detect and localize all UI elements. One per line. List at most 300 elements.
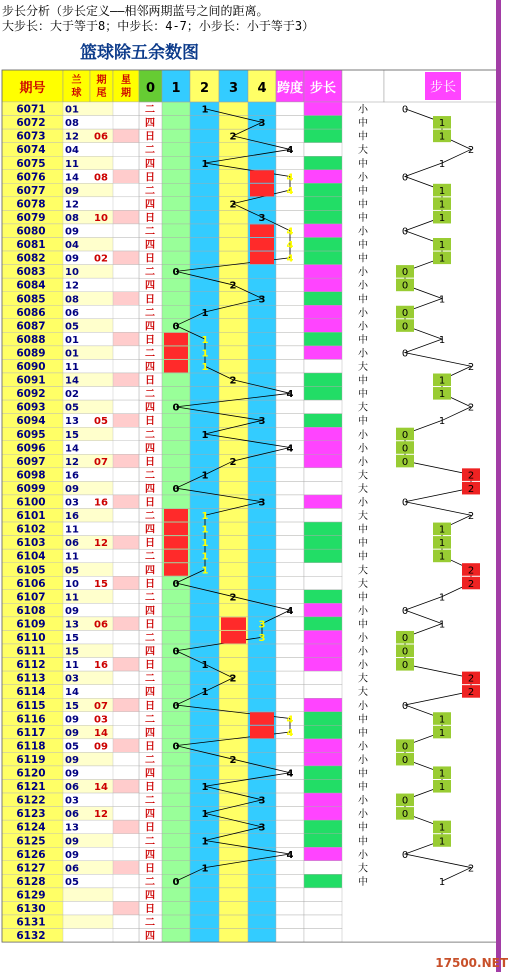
step-length-mark: 1 xyxy=(438,389,446,401)
step-length-mark: 0 xyxy=(401,348,409,360)
red-number: 11 xyxy=(65,158,79,170)
step-cell xyxy=(304,739,342,753)
step-length-mark: 1 xyxy=(438,727,446,739)
step-type: 中 xyxy=(358,551,368,563)
blue-number: 08 xyxy=(94,172,108,184)
weekday-cell xyxy=(113,766,139,780)
red-number: 15 xyxy=(65,700,79,712)
remainder-mark: 4 xyxy=(286,172,294,184)
remainder-highlight xyxy=(250,712,274,725)
header-blue-b: 球 xyxy=(71,88,82,99)
step-cell xyxy=(304,780,342,794)
remainder-mark: 4 xyxy=(286,185,294,197)
step-cell xyxy=(304,332,342,346)
period-label: 6076 xyxy=(16,171,46,184)
step-length-mark: 1 xyxy=(438,836,446,848)
period-label: 6090 xyxy=(16,361,46,373)
step-length-mark: 2 xyxy=(467,362,475,373)
weekday-cell xyxy=(113,156,139,170)
red-number: 05 xyxy=(65,741,79,753)
period-label: 6111 xyxy=(16,645,46,658)
span-cell xyxy=(276,698,304,712)
period-label: 6100 xyxy=(16,496,46,509)
weekday-label: 二 xyxy=(145,145,155,157)
step-type: 小 xyxy=(358,633,368,644)
weekday-label: 日 xyxy=(145,416,155,428)
red-number: 06 xyxy=(65,307,79,319)
period-label: 6094 xyxy=(16,415,46,428)
weekday-label: 四 xyxy=(145,199,155,211)
step-type: 大 xyxy=(358,673,368,685)
weekday-cell xyxy=(113,170,139,184)
period-label: 6095 xyxy=(16,428,46,441)
step-length-mark: 0 xyxy=(401,633,409,644)
period-label: 6081 xyxy=(16,239,46,252)
step-cell xyxy=(304,143,342,157)
step-type: 中 xyxy=(358,822,368,834)
step-type: 大 xyxy=(358,687,368,699)
period-label: 6082 xyxy=(16,252,46,265)
step-length-mark: 1 xyxy=(438,768,446,780)
weekday-label: 四 xyxy=(145,931,155,943)
step-length-mark: 2 xyxy=(467,470,475,482)
period-label: 6087 xyxy=(16,320,46,333)
period-label: 6113 xyxy=(16,672,46,685)
step-cell xyxy=(304,441,342,455)
step-cell xyxy=(304,847,342,861)
watermark: 17500.NET xyxy=(435,956,508,970)
step-type: 中 xyxy=(358,768,368,780)
remainder-mark: 2 xyxy=(229,131,237,143)
step-length-mark: 1 xyxy=(438,185,446,197)
weekday-cell xyxy=(113,346,139,360)
weekday-label: 日 xyxy=(145,863,155,875)
weekday-label: 日 xyxy=(145,660,155,672)
step-cell xyxy=(304,725,342,739)
remainder-highlight xyxy=(164,563,188,576)
weekday-label: 日 xyxy=(145,578,155,590)
step-length-mark: 1 xyxy=(438,551,446,563)
span-cell xyxy=(276,427,304,441)
span-cell xyxy=(276,685,304,699)
step-type: 大 xyxy=(358,470,368,482)
weekday-cell xyxy=(113,102,139,116)
period-label: 6125 xyxy=(16,835,46,848)
red-number: 14 xyxy=(65,443,79,455)
red-number: 10 xyxy=(65,578,79,590)
weekday-cell xyxy=(113,224,139,238)
step-cell xyxy=(304,834,342,848)
step-cell xyxy=(304,509,342,523)
period-label: 6109 xyxy=(16,618,46,631)
blue-number: 06 xyxy=(94,619,108,631)
weekday-cell xyxy=(113,576,139,590)
step-cell xyxy=(304,156,342,170)
step-type: 大 xyxy=(358,402,368,414)
remainder-mark: 1 xyxy=(201,687,209,699)
remainder-mark: 4 xyxy=(286,240,294,252)
weekday-label: 二 xyxy=(145,389,155,401)
weekday-label: 四 xyxy=(145,362,155,373)
step-type: 中 xyxy=(358,538,368,550)
weekday-label: 日 xyxy=(145,497,155,509)
step-cell xyxy=(304,468,342,482)
weekday-label: 四 xyxy=(145,646,155,658)
span-cell xyxy=(276,630,304,644)
span-cell xyxy=(276,454,304,468)
red-number: 09 xyxy=(65,714,79,726)
step-length-mark: 0 xyxy=(401,321,409,333)
weekday-cell xyxy=(113,414,139,428)
step-cell xyxy=(304,373,342,387)
remainder-mark: 1 xyxy=(201,158,209,170)
remainder-mark: 1 xyxy=(201,660,209,672)
weekday-cell xyxy=(113,658,139,672)
step-length-mark: 0 xyxy=(401,809,409,821)
step-length-mark: 1 xyxy=(438,538,446,550)
weekday-cell xyxy=(113,468,139,482)
step-length-mark: 1 xyxy=(438,714,446,726)
weekday-cell xyxy=(113,400,139,414)
span-cell xyxy=(276,861,304,875)
weekday-label: 日 xyxy=(145,822,155,834)
step-type: 中 xyxy=(358,782,368,794)
remainder-mark: 2 xyxy=(229,375,237,387)
step-cell xyxy=(304,644,342,658)
red-number: 06 xyxy=(65,809,79,821)
weekday-label: 日 xyxy=(145,782,155,794)
blue-number: 07 xyxy=(94,700,108,712)
step-length-mark: 1 xyxy=(438,822,446,834)
weekday-cell xyxy=(113,793,139,807)
step-cell xyxy=(304,265,342,279)
step-type: 小 xyxy=(358,280,368,292)
step-length-mark: 2 xyxy=(467,673,475,685)
weekday-cell xyxy=(113,116,139,130)
step-type: 小 xyxy=(358,700,368,712)
step-type: 中 xyxy=(358,375,368,387)
step-length-mark: 1 xyxy=(438,253,446,265)
step-length-mark: 1 xyxy=(438,158,446,170)
weekday-cell xyxy=(113,292,139,306)
remainder-highlight xyxy=(164,360,188,373)
header-r1: 1 xyxy=(171,81,181,96)
step-type: 中 xyxy=(358,619,368,631)
remainder-mark: 0 xyxy=(172,578,180,590)
period-label: 6130 xyxy=(16,903,46,915)
weekday-cell xyxy=(113,251,139,265)
weekday-label: 二 xyxy=(145,795,155,807)
red-number: 12 xyxy=(65,456,79,468)
red-number: 11 xyxy=(65,362,79,373)
remainder-mark: 2 xyxy=(229,280,237,292)
step-cell xyxy=(304,658,342,672)
step-cell xyxy=(304,793,342,807)
weekday-cell xyxy=(113,238,139,252)
remainder-mark: 1 xyxy=(201,470,209,482)
step-cell xyxy=(304,197,342,211)
blue-number: 05 xyxy=(94,416,108,428)
weekday-label: 日 xyxy=(145,253,155,265)
span-cell xyxy=(276,116,304,130)
remainder-highlight xyxy=(221,631,246,644)
remainder-highlight xyxy=(250,726,274,739)
remainder-highlight xyxy=(250,238,274,251)
remainder-mark: 4 xyxy=(286,389,294,401)
blue-number: 12 xyxy=(94,809,108,821)
red-number: 14 xyxy=(65,687,79,699)
remainder-mark: 1 xyxy=(201,362,209,373)
blue-number: 12 xyxy=(94,538,108,550)
remainder-mark: 0 xyxy=(172,321,180,333)
step-cell xyxy=(304,685,342,699)
weekday-cell xyxy=(113,861,139,875)
step-type: 小 xyxy=(358,267,368,279)
step-type: 大 xyxy=(358,863,368,875)
remainder-mark: 3 xyxy=(258,795,266,807)
remainder-mark: 3 xyxy=(258,633,266,644)
red-number: 01 xyxy=(65,104,79,116)
span-cell xyxy=(276,874,304,888)
header-weekday-b: 期 xyxy=(121,88,131,99)
step-length-mark: 2 xyxy=(467,565,475,577)
remainder-mark: 1 xyxy=(201,348,209,360)
blue-number: 15 xyxy=(94,578,108,590)
step-cell xyxy=(304,698,342,712)
remainder-highlight xyxy=(250,184,274,197)
step-cell xyxy=(304,563,342,577)
span-cell xyxy=(276,332,304,346)
red-number: 05 xyxy=(65,402,79,414)
step-type: 小 xyxy=(358,456,368,468)
period-label: 6128 xyxy=(16,875,46,888)
step-length-mark: 2 xyxy=(467,578,475,590)
weekday-label: 四 xyxy=(145,849,155,861)
weekday-label: 二 xyxy=(145,307,155,319)
remainder-mark: 0 xyxy=(172,267,180,279)
remainder-mark: 4 xyxy=(286,443,294,455)
remainder-mark: 4 xyxy=(286,226,294,238)
step-type: 小 xyxy=(358,104,368,116)
step-length-mark: 1 xyxy=(438,118,446,130)
weekday-cell xyxy=(113,712,139,726)
weekday-cell xyxy=(113,834,139,848)
step-type: 中 xyxy=(358,389,368,401)
red-number: 14 xyxy=(65,375,79,387)
span-cell xyxy=(276,820,304,834)
red-number: 09 xyxy=(65,605,79,617)
step-type: 中 xyxy=(358,714,368,726)
step-length-mark: 1 xyxy=(438,416,446,428)
red-number: 03 xyxy=(65,673,79,685)
step-type: 大 xyxy=(358,145,368,157)
step-cell xyxy=(304,861,342,875)
span-cell xyxy=(276,549,304,563)
span-cell xyxy=(276,265,304,279)
step-type: 小 xyxy=(358,754,368,766)
step-cell xyxy=(304,224,342,238)
step-cell xyxy=(304,603,342,617)
step-cell xyxy=(304,238,342,252)
weekday-label: 二 xyxy=(145,592,155,604)
step-cell xyxy=(304,671,342,685)
step-type: 小 xyxy=(358,497,368,509)
header-weekday-a: 星 xyxy=(121,75,131,86)
remainder-mark: 3 xyxy=(258,416,266,428)
span-cell xyxy=(276,102,304,116)
period-label: 6098 xyxy=(16,469,46,482)
step-type: 小 xyxy=(358,307,368,319)
step-length-mark: 0 xyxy=(401,104,409,116)
red-number: 14 xyxy=(65,172,79,184)
period-label: 6083 xyxy=(16,266,46,279)
period-label: 6086 xyxy=(16,306,46,319)
step-length-mark: 2 xyxy=(467,145,475,157)
red-number: 09 xyxy=(65,483,79,495)
period-label: 6124 xyxy=(16,821,46,834)
weekday-cell xyxy=(113,725,139,739)
weekday-label: 日 xyxy=(145,172,155,184)
red-number: 15 xyxy=(65,429,79,441)
red-number: 06 xyxy=(65,538,79,550)
weekday-cell xyxy=(113,901,139,915)
red-number: 11 xyxy=(65,524,79,536)
step-type: 中 xyxy=(358,294,368,306)
step-cell xyxy=(304,400,342,414)
weekday-label: 四 xyxy=(145,158,155,170)
step-type: 中 xyxy=(358,131,368,143)
step-length-mark: 0 xyxy=(401,443,409,455)
remainder-mark: 4 xyxy=(286,768,294,780)
weekday-cell xyxy=(113,522,139,536)
span-cell xyxy=(276,807,304,821)
remainder-highlight xyxy=(164,346,188,359)
weekday-cell xyxy=(113,427,139,441)
weekday-label: 四 xyxy=(145,280,155,292)
red-number: 08 xyxy=(65,118,79,130)
remainder-mark: 3 xyxy=(258,212,266,224)
period-label: 6102 xyxy=(16,523,46,536)
span-cell xyxy=(276,373,304,387)
weekday-cell xyxy=(113,454,139,468)
weekday-cell xyxy=(113,752,139,766)
remainder-mark: 3 xyxy=(258,497,266,509)
red-number: 01 xyxy=(65,348,79,360)
span-cell xyxy=(276,929,304,943)
red-number: 08 xyxy=(65,294,79,306)
period-label: 6077 xyxy=(16,184,46,197)
step-type: 中 xyxy=(358,199,368,211)
step-length-mark: 1 xyxy=(438,619,446,631)
weekday-label: 四 xyxy=(145,443,155,455)
span-cell xyxy=(276,278,304,292)
weekday-label: 日 xyxy=(145,619,155,631)
step-length-mark: 0 xyxy=(401,795,409,807)
red-number: 12 xyxy=(65,199,79,211)
blue-number: 16 xyxy=(94,660,108,672)
step-length-mark: 0 xyxy=(401,267,409,279)
remainder-highlight xyxy=(250,170,274,183)
step-cell xyxy=(304,481,342,495)
remainder-mark: 2 xyxy=(229,673,237,685)
step-type: 大 xyxy=(358,483,368,495)
right-border-bar xyxy=(496,0,501,972)
period-label: 6129 xyxy=(16,889,46,902)
weekday-label: 二 xyxy=(145,267,155,279)
span-cell xyxy=(276,576,304,590)
step-type: 小 xyxy=(358,849,368,861)
step-type: 中 xyxy=(358,524,368,536)
step-length-mark: 0 xyxy=(401,456,409,468)
weekday-cell xyxy=(113,143,139,157)
weekday-label: 二 xyxy=(145,185,155,197)
step-type: 小 xyxy=(358,348,368,360)
red-number: 13 xyxy=(65,822,79,834)
period-label: 6106 xyxy=(16,577,46,590)
remainder-highlight xyxy=(221,617,246,630)
step-cell xyxy=(304,387,342,401)
weekday-label: 四 xyxy=(145,605,155,617)
weekday-cell xyxy=(113,590,139,604)
weekday-label: 日 xyxy=(145,334,155,346)
red-number: 15 xyxy=(65,646,79,658)
span-cell xyxy=(276,481,304,495)
weekday-cell xyxy=(113,807,139,821)
weekday-cell xyxy=(113,698,139,712)
remainder-mark: 1 xyxy=(201,538,209,550)
remainder-mark: 1 xyxy=(201,429,209,441)
period-label: 6085 xyxy=(16,293,46,306)
remainder-highlight xyxy=(164,509,188,522)
span-cell xyxy=(276,400,304,414)
step-type: 中 xyxy=(358,727,368,739)
remainder-mark: 4 xyxy=(286,849,294,861)
red-number: 04 xyxy=(65,145,79,157)
blue-number: 02 xyxy=(94,253,108,265)
step-length-mark: 1 xyxy=(438,592,446,604)
weekday-cell xyxy=(113,197,139,211)
remainder-mark: 4 xyxy=(286,145,294,157)
weekday-cell xyxy=(113,441,139,455)
weekday-label: 日 xyxy=(145,741,155,753)
remainder-highlight xyxy=(164,333,188,346)
step-length-mark: 2 xyxy=(467,863,475,875)
remainder-mark: 0 xyxy=(172,700,180,712)
step-cell xyxy=(304,292,342,306)
step-length-mark: 0 xyxy=(401,700,409,712)
step-type: 小 xyxy=(358,226,368,238)
step-type: 小 xyxy=(358,321,368,333)
weekday-label: 日 xyxy=(145,538,155,550)
span-cell xyxy=(276,210,304,224)
red-number: 10 xyxy=(65,267,79,279)
remainder-mark: 4 xyxy=(286,253,294,265)
period-label: 6112 xyxy=(16,659,46,672)
weekday-label: 二 xyxy=(145,470,155,482)
span-cell xyxy=(276,658,304,672)
red-number: 06 xyxy=(65,863,79,875)
weekday-cell xyxy=(113,644,139,658)
step-length-mark: 1 xyxy=(438,240,446,252)
weekday-cell xyxy=(113,481,139,495)
period-label: 6114 xyxy=(16,686,46,699)
period-label: 6131 xyxy=(16,916,46,929)
weekday-label: 二 xyxy=(145,633,155,644)
remainder-mark: 3 xyxy=(258,118,266,130)
span-cell xyxy=(276,305,304,319)
red-number: 06 xyxy=(65,782,79,794)
remainder-mark: 0 xyxy=(172,402,180,414)
